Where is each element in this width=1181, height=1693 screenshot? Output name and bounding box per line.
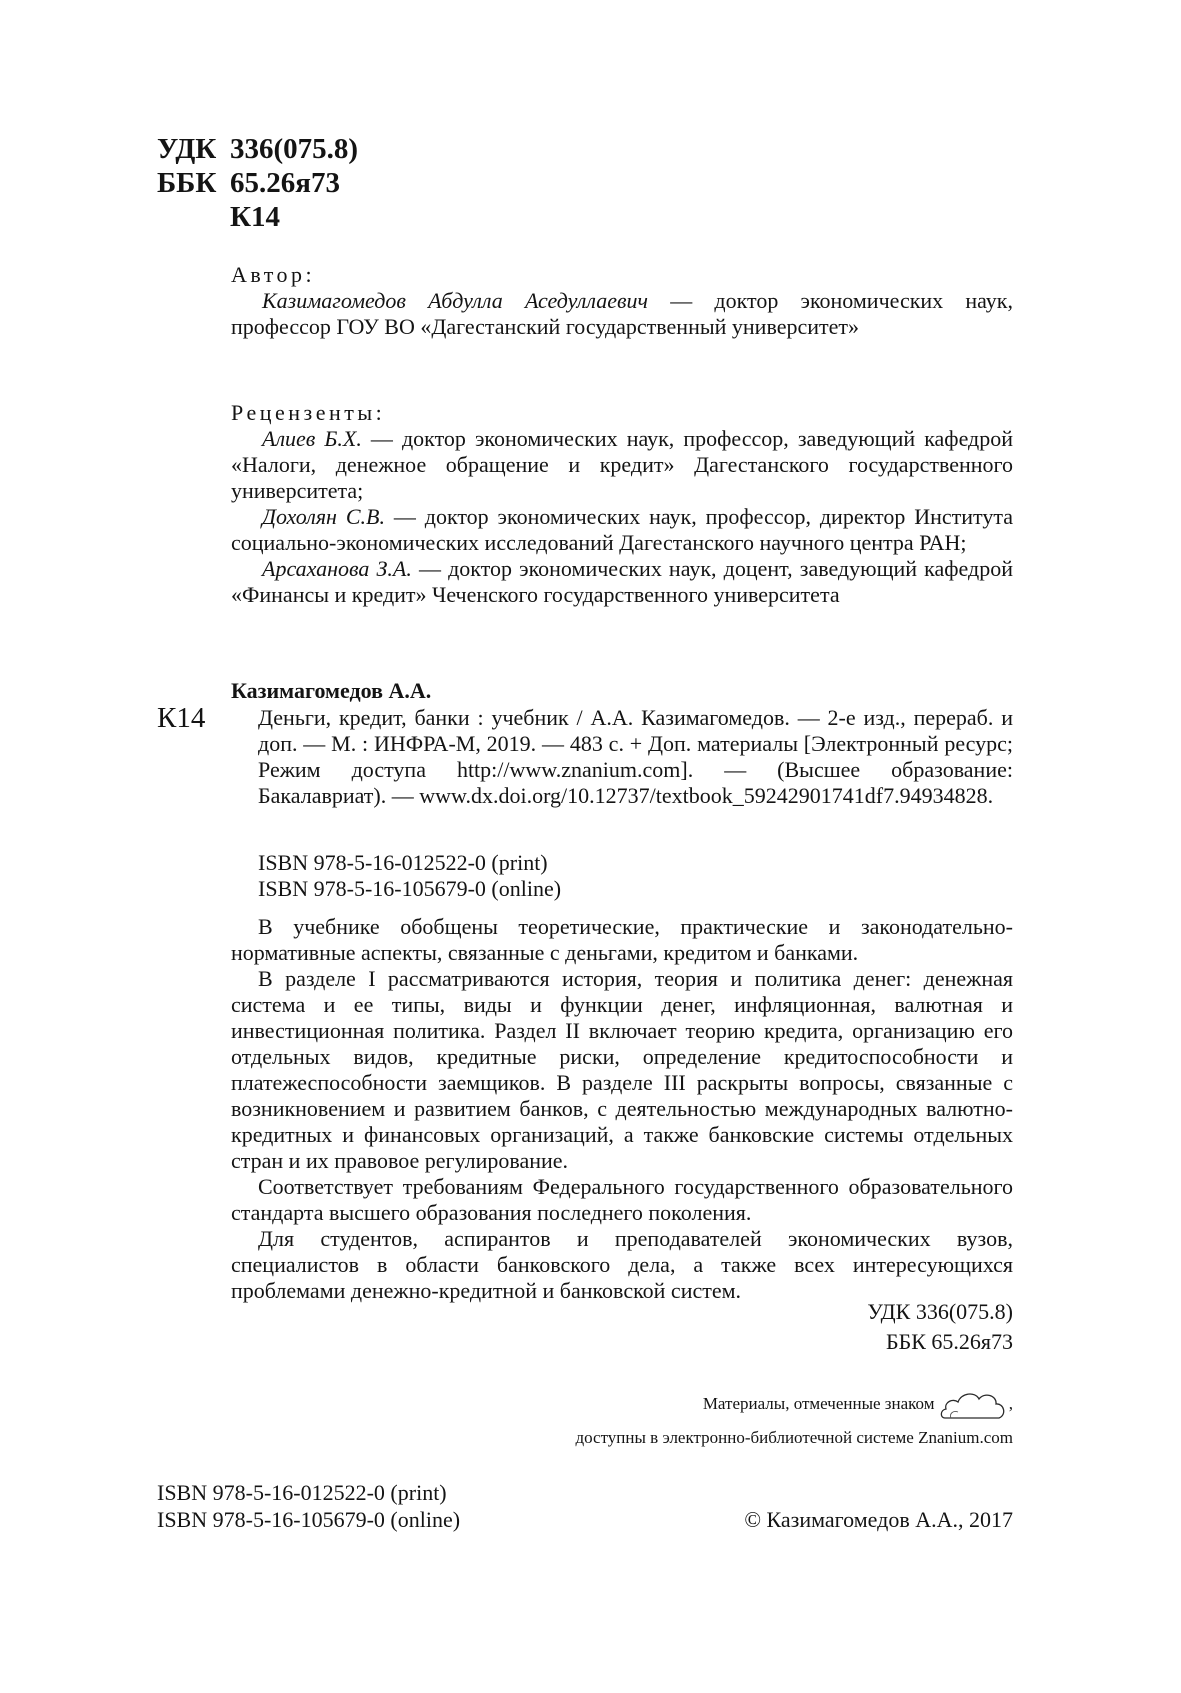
isbn-print: ISBN 978-5-16-012522-0 (print) [258, 850, 548, 875]
reviewer-description: — доктор экономических наук, профессор, заведующий кафедрой «Налоги, денежное обращение и кредит» Дагестанского государственного университета; [231, 426, 1014, 503]
footer-isbn [157, 1479, 460, 1533]
annotation-paragraph: В разделе I рассматриваются история, теория и политика денег: денежная система и ее типы, виды и функции денег, инфляционная, валютная и инвестиционная политика. Раздел II включает теорию кредита, организацию его отдельных видов, кредитные риски, определение кредитоспособности и платежеспособности заемщиков. В разделе III раскрыты вопросы, связанные с возникновением и развитием банков, с деятельностью международных валютно-кредитных и финансовых организаций, а также банковские системы отдельных стран и их правовое регулирование. [231, 966, 1013, 1173]
bbk-value: 65.26я73 [230, 167, 340, 199]
annotation-bbk: ББК 65.26я73 [885, 1329, 1013, 1354]
reviewer-description: — доктор экономических наук, доцент, заведующий кафедрой «Финансы и кредит» Чеченского государственного университета [231, 556, 1013, 607]
bibliographic-heading: Казимагомедов А.А. [231, 678, 432, 703]
author-paragraph [231, 288, 1013, 340]
reviewer-description: — доктор экономических наук, профессор, директор Института социально-экономических исследований Дагестанского научного центра РАН; [231, 504, 1013, 555]
bbk-label: ББК [157, 167, 217, 199]
isbn-online: ISBN 978-5-16-105679-0 (online) [258, 876, 562, 901]
author-section [231, 262, 1013, 340]
materials-text: Материалы, отмеченные знаком [702, 1394, 935, 1413]
reviewer-entry [231, 426, 1013, 504]
annotation [231, 914, 1013, 1304]
cloud-icon [939, 1388, 1009, 1422]
bibliographic-description: Деньги, кредит, банки : учебник / А.А. Казимагомедов. — 2-е изд., перераб. и доп. — М. : ИНФРА-М, 2019. — 483 с. + Доп. материалы [Электронный ресурс; Режим доступа http://www.znanium.com]. — (Высшее образование: Бакалавриат). — www.dx.doi.org/10.12737/textbook_59242901741df7.94934828. [258, 705, 1013, 808]
bibliographic-isbn [258, 850, 561, 902]
author-heading: Автор: [231, 262, 316, 287]
bbk-row [157, 166, 358, 200]
annotation-codes [867, 1297, 1013, 1357]
bibliographic-mark: К14 [157, 702, 206, 734]
materials-line-1 [575, 1388, 1013, 1422]
materials-line-2: доступны в электронно-библиотечной системе Znanium.com [575, 1428, 1013, 1448]
reviewer-name: Дохолян С.В. [262, 504, 385, 529]
classification-codes [157, 132, 358, 234]
reviewers-section [231, 400, 1013, 608]
annotation-paragraph: Соответствует требованиям Федерального государственного образовательного стандарта высшего образования последнего поколения. [231, 1174, 1013, 1225]
reviewer-entry [231, 556, 1013, 608]
author-description: — доктор экономических наук, профессор ГОУ ВО «Дагестанский государственный университет» [231, 288, 1013, 339]
udk-label: УДК [157, 133, 217, 165]
udk-value: 336(075.8) [230, 133, 359, 165]
annotation-paragraph: В учебнике обобщены теоретические, практические и законодательно-нормативные аспекты, связанные с деньгами, кредитом и банками. [231, 914, 1013, 965]
author-mark: К14 [230, 201, 281, 233]
reviewers-heading: Рецензенты: [231, 400, 386, 425]
materials-comma: , [1008, 1394, 1013, 1413]
reviewer-name: Алиев Б.Х. [262, 426, 362, 451]
annotation-udk: УДК 336(075.8) [867, 1299, 1013, 1324]
reviewer-entry [231, 504, 1013, 556]
copyright: © Казимагомедов А.А., 2017 [744, 1507, 1013, 1532]
reviewer-name: Арсаханова З.А. [262, 556, 412, 581]
annotation-paragraph: Для студентов, аспирантов и преподавателей экономических вузов, специалистов в области банковского дела, а также всех интересующихся проблемами денежно-кредитной и банковской систем. [231, 1226, 1013, 1303]
author-mark-row [157, 200, 358, 234]
footer-isbn-print: ISBN 978-5-16-012522-0 (print) [157, 1480, 447, 1505]
udk-row [157, 132, 358, 166]
materials-note [575, 1388, 1013, 1453]
footer-isbn-online: ISBN 978-5-16-105679-0 (online) [157, 1507, 461, 1532]
author-name: Казимагомедов Абдулла Аседуллаевич [262, 288, 649, 313]
